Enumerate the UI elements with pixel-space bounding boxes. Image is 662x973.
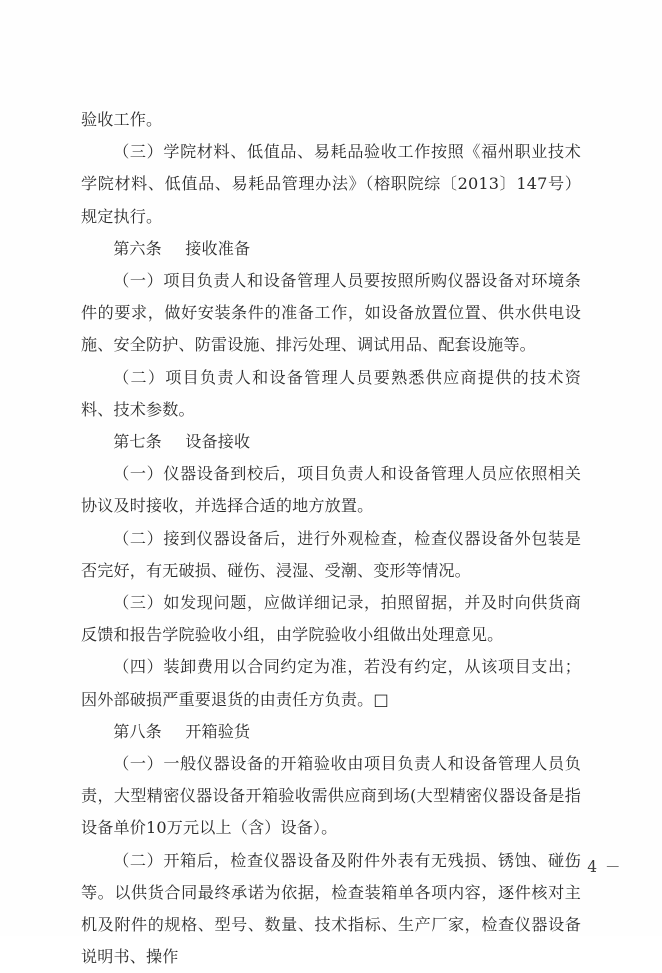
article-heading-7: [81, 426, 581, 458]
article-title-8: 开箱验货: [185, 721, 251, 741]
article-label-7: 第七条: [113, 432, 162, 452]
document-body: [81, 104, 581, 973]
paragraph-item-3-material: （三）学院材料、低值品、易耗品验收工作按照《福州职业技术学院材料、低值品、易耗品管理办法》（榕职院综〔2013〕147号）规定执行。: [81, 142, 581, 226]
paragraph-article-8-item-1: （一）一般仪器设备的开箱验收由项目负责人和设备管理人员负责，大型精密仪器设备开箱验收需供应商到场(大型精密仪器设备是指设备单价10万元以上（含）设备）。: [81, 754, 581, 838]
paragraph-article-7-item-4: （四）装卸费用以合同约定为准，若没有约定，从该项目支出；因外部破损严重要退货的由责任方负责。□: [81, 657, 581, 709]
paragraph-article-8-item-2: （二）开箱后，检查仪器设备及附件外表有无残损、锈蚀、碰伤等。以供货合同最终承诺为依据，检查装箱单各项内容，逐件核对主机及附件的规格、型号、数量、技术指标、生产厂家，检查仪器设备说明书、操作: [81, 850, 581, 967]
paragraph-continued-line: 验收工作。: [81, 110, 163, 129]
paragraph-article-6-item-2: （二）项目负责人和设备管理人员要熟悉供应商提供的技术资料、技术参数。: [81, 367, 581, 419]
article-label-6: 第六条: [113, 238, 162, 258]
paragraph-article-7-item-1: （一）仪器设备到校后，项目负责人和设备管理人员应依照相关协议及时接收，并选择合适的地方放置。: [81, 464, 581, 516]
article-title-7: 设备接收: [185, 432, 251, 452]
paragraph-article-7-item-2: （二）接到仪器设备后，进行外观检查，检查仪器设备外包装是否完好，有无破损、碰伤、浸湿、受潮、变形等情况。: [81, 528, 581, 580]
paragraph-article-7-item-3: （三）如发现问题，应做详细记录，拍照留据，并及时向供货商反馈和报告学院验收小组，由学院验收小组做出处理意见。: [81, 593, 581, 645]
article-heading-8: [81, 716, 581, 748]
page-number: － 4 －: [563, 858, 622, 876]
article-heading-6: [81, 233, 581, 265]
article-title-6: 接收准备: [185, 238, 251, 258]
paragraph-article-6-item-1: （一）项目负责人和设备管理人员要按照所购仪器设备对环境条件的要求，做好安装条件的准备工作，如设备放置位置、供水供电设施、安全防护、防雷设施、排污处理、调试用品、配套设施等。: [81, 271, 581, 355]
article-label-8: 第八条: [113, 721, 162, 741]
